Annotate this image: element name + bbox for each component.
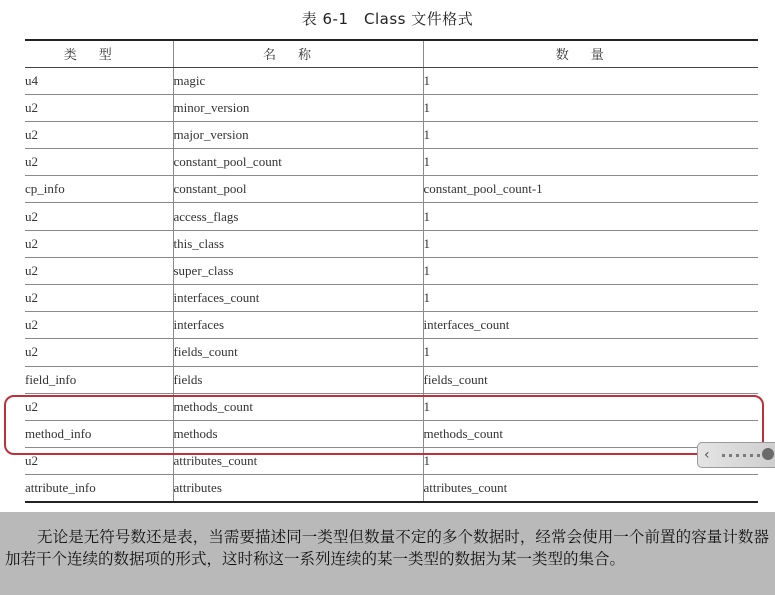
cell-count: 1 <box>423 149 758 176</box>
table-row <box>25 312 758 339</box>
cell-name: major_version <box>173 121 423 148</box>
header-count: 数量 <box>423 40 758 67</box>
cell-name: methods <box>173 420 423 447</box>
cell-type: u2 <box>25 149 173 176</box>
cell-count: attributes_count <box>423 475 758 502</box>
cell-name: attributes_count <box>173 448 423 475</box>
dotted-bar-icon <box>722 454 760 457</box>
cell-name: super_class <box>173 257 423 284</box>
cell-count: 1 <box>423 257 758 284</box>
cell-name: constant_pool_count <box>173 149 423 176</box>
cell-name: minor_version <box>173 94 423 121</box>
cell-type: method_info <box>25 420 173 447</box>
cell-type: u2 <box>25 257 173 284</box>
header-type: 类型 <box>25 40 173 67</box>
table-row <box>25 121 758 148</box>
cell-type: u2 <box>25 393 173 420</box>
table-row <box>25 203 758 230</box>
cell-name: fields <box>173 366 423 393</box>
table-row <box>25 149 758 176</box>
cell-type: u4 <box>25 67 173 94</box>
chevron-left-icon[interactable]: ‹ <box>704 447 710 463</box>
cell-type: u2 <box>25 94 173 121</box>
cell-name: methods_count <box>173 393 423 420</box>
cell-type: u2 <box>25 312 173 339</box>
cell-name: this_class <box>173 230 423 257</box>
cell-count: 1 <box>423 94 758 121</box>
cell-count: 1 <box>423 339 758 366</box>
table-row <box>25 67 758 94</box>
header-name: 名称 <box>173 40 423 67</box>
table-title: 表 6-1 Class 文件格式 <box>301 10 474 28</box>
cell-count: 1 <box>423 448 758 475</box>
cell-type: attribute_info <box>25 475 173 502</box>
table-header <box>25 40 758 67</box>
cell-type: u2 <box>25 121 173 148</box>
cell-name: attributes <box>173 475 423 502</box>
cell-name: access_flags <box>173 203 423 230</box>
table-row <box>25 94 758 121</box>
cell-count: constant_pool_count-1 <box>423 176 758 203</box>
cell-count: 1 <box>423 285 758 312</box>
cell-type: u2 <box>25 203 173 230</box>
cell-type: u2 <box>25 339 173 366</box>
table-row <box>25 339 758 366</box>
toggle-knob-icon[interactable] <box>762 448 774 460</box>
cell-type: field_info <box>25 366 173 393</box>
cell-count: 1 <box>423 67 758 94</box>
cell-name: interfaces <box>173 312 423 339</box>
cell-count: interfaces_count <box>423 312 758 339</box>
cell-count: methods_count <box>423 420 758 447</box>
floating-toolbar-widget[interactable] <box>697 442 775 468</box>
table-row <box>25 257 758 284</box>
cell-type: u2 <box>25 448 173 475</box>
cell-type: u2 <box>25 230 173 257</box>
cell-count: fields_count <box>423 366 758 393</box>
cell-name: magic <box>173 67 423 94</box>
table-row <box>25 285 758 312</box>
table-header-row <box>25 40 758 67</box>
cell-name: interfaces_count <box>173 285 423 312</box>
table-row <box>25 176 758 203</box>
cell-count: 1 <box>423 393 758 420</box>
table-row <box>25 475 758 502</box>
cell-type: cp_info <box>25 176 173 203</box>
cell-type: u2 <box>25 285 173 312</box>
cell-name: fields_count <box>173 339 423 366</box>
cell-count: 1 <box>423 203 758 230</box>
cell-name: constant_pool <box>173 176 423 203</box>
cell-count: 1 <box>423 230 758 257</box>
cell-count: 1 <box>423 121 758 148</box>
table-row <box>25 366 758 393</box>
table-row <box>25 230 758 257</box>
caption-paragraph: 无论是无符号数还是表，当需要描述同一类型但数量不定的多个数据时，经常会使用一个前置的容量计数器加若干个连续的数据项的形式，这时称这一系列连续的某一类型的数据为某一类型的集合。 <box>5 528 769 568</box>
highlight-box <box>4 395 764 455</box>
